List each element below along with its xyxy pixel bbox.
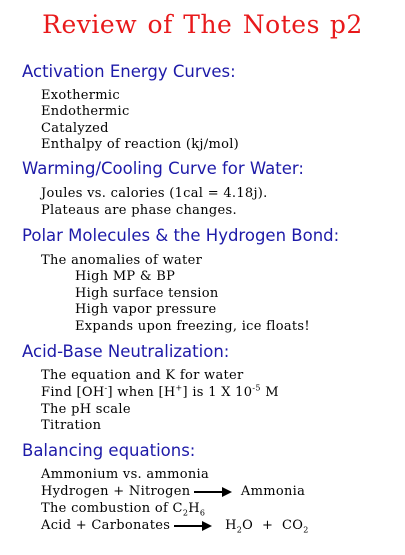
right-arrow-icon xyxy=(194,487,232,497)
item-anomalies: The anomalies of water xyxy=(41,253,203,268)
item-equation-k: The equation and K for water xyxy=(41,368,244,383)
item-ammonium: Ammonium vs. ammonia xyxy=(41,467,210,482)
page-title xyxy=(0,10,405,39)
right-arrow-icon xyxy=(174,521,212,531)
item-high-mp-bp: High MP & BP xyxy=(75,269,176,284)
item-find-oh: Find [OH-] when [H+] is 1 X $10^{-5}$ M xyxy=(41,383,279,400)
item-surface-tension: High surface tension xyxy=(75,286,219,301)
item-expands: Expands upon freezing, ice floats! xyxy=(75,319,310,334)
item-exothermic: Exothermic xyxy=(41,88,120,103)
item-ph-scale: The pH scale xyxy=(41,402,131,417)
item-titration: Titration xyxy=(41,418,102,433)
item-catalyzed: Catalyzed xyxy=(41,121,109,136)
item-vapor-pressure: High vapor pressure xyxy=(75,302,217,317)
item-acid-carbonates: Acid + Carbonates $H_2O + CO_2$ xyxy=(41,518,309,535)
item-plateaus: Plateaus are phase changes. xyxy=(41,203,237,218)
title-main: Review of The Notes xyxy=(42,10,320,39)
item-enthalpy: Enthalpy of reaction (kj/mol) xyxy=(41,137,240,152)
item-hydrogen-nitrogen: Hydrogen + Nitrogen Ammonia xyxy=(41,484,306,499)
item-combustion: The combustion of $C_2H_6$ xyxy=(41,501,206,518)
item-joules: Joules vs. calories (1cal = 4.18j). xyxy=(41,186,268,201)
heading-warming-cooling: Warming/Cooling Curve for Water: xyxy=(22,159,304,178)
heading-polar-molecules: Polar Molecules & the Hydrogen Bond: xyxy=(22,226,340,245)
title-part: p2 xyxy=(329,10,363,39)
item-endothermic: Endothermic xyxy=(41,104,130,119)
heading-balancing: Balancing equations: xyxy=(22,441,196,460)
heading-acid-base: Acid-Base Neutralization: xyxy=(22,342,230,361)
heading-activation-energy: Activation Energy Curves: xyxy=(22,62,236,81)
